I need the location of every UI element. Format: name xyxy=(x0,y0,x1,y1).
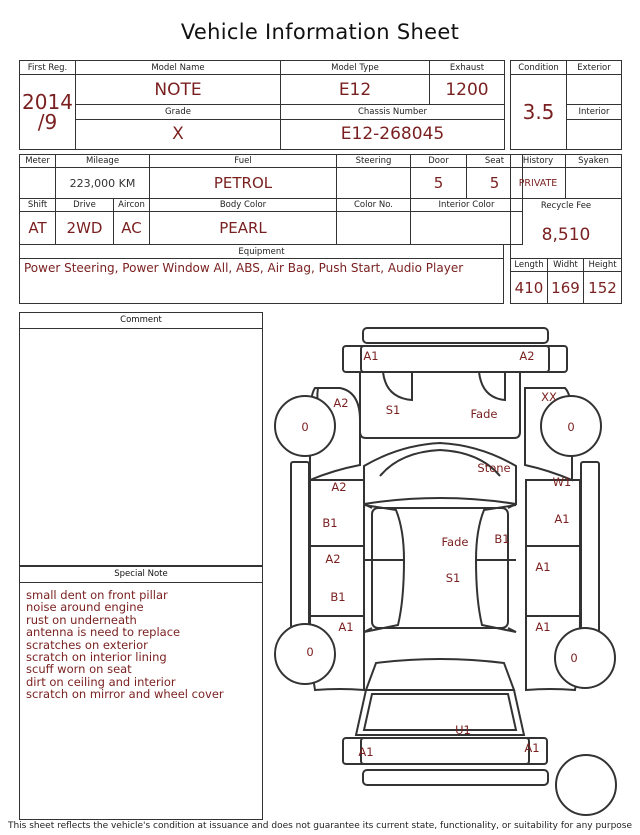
roof xyxy=(372,508,508,628)
comment-label: Comment xyxy=(20,313,262,329)
grade-value: X xyxy=(76,119,281,149)
mark-front-bumper-left: A1 xyxy=(363,349,379,363)
specs-table xyxy=(19,154,523,245)
equipment-value: Power Steering, Power Window All, ABS, Air Bag, Push Start, Audio Player xyxy=(20,259,504,304)
length-label: Length xyxy=(511,259,548,272)
right-front-door xyxy=(526,480,580,546)
door-label: Door xyxy=(411,155,467,168)
exhaust-value: 1200 xyxy=(430,75,505,105)
vehicle-info-table xyxy=(19,60,505,150)
grade-label: Grade xyxy=(76,105,281,119)
special-note-list xyxy=(20,583,262,701)
mark-front-right-fender: XX xyxy=(541,390,557,404)
exterior-value xyxy=(567,75,622,105)
width-label: Widht xyxy=(548,259,584,272)
height-label: Height xyxy=(584,259,622,272)
fuel-label: Fuel xyxy=(150,155,337,168)
mark-left-front-door: B1 xyxy=(322,516,338,530)
body-color-value: PEARL xyxy=(150,212,337,245)
mark-right-front-door-top: W1 xyxy=(552,475,572,489)
exterior-label: Exterior xyxy=(567,61,622,75)
history-value: PRIVATE xyxy=(511,168,566,199)
mark-roof-right: B1 xyxy=(494,532,510,546)
mark-roof-left: Fade xyxy=(441,535,469,549)
recycle-fee-label: Recycle Fee xyxy=(511,199,622,213)
mark-right-front-door: A1 xyxy=(554,512,570,526)
recycle-fee-value: 8,510 xyxy=(511,213,622,259)
right-rear-door xyxy=(526,546,580,616)
model-type-value: E12 xyxy=(281,75,430,105)
special-note-item: scratch on interior lining xyxy=(26,650,167,665)
special-note-item: small dent on front pillar xyxy=(26,588,168,602)
comment-panel xyxy=(19,312,263,566)
interior-color-label: Interior Color xyxy=(411,199,523,212)
mark-hood-left-edge: A2 xyxy=(333,396,349,410)
meter-label: Meter xyxy=(20,155,56,168)
syaken-value xyxy=(566,168,622,199)
mark-trunk: U1 xyxy=(455,723,471,737)
seat-value: 5 xyxy=(467,168,523,199)
mileage-label: Mileage xyxy=(56,155,150,168)
rear-bumper xyxy=(343,738,547,764)
trunk xyxy=(356,690,524,735)
condition-table xyxy=(510,60,622,150)
mark-left-front-door-top: A2 xyxy=(331,480,347,494)
tire-rear-right xyxy=(555,628,615,688)
spare-tire xyxy=(556,755,616,815)
special-note-item: rust on underneath xyxy=(26,612,137,627)
car-damage-diagram xyxy=(262,318,638,818)
rear-bumper-bar xyxy=(363,770,548,785)
mark-left-rear-door: B1 xyxy=(330,590,346,604)
mark-tire-rr: 0 xyxy=(570,651,578,665)
mark-tire-fr: 0 xyxy=(567,420,575,434)
mark-windshield: Stone xyxy=(477,461,511,475)
body-color-label: Body Color xyxy=(150,199,337,212)
condition-label: Condition xyxy=(511,61,567,75)
mark-tire-rl: 0 xyxy=(306,645,314,659)
first-reg-year: 2014 xyxy=(22,90,73,115)
special-note-panel xyxy=(19,566,263,820)
interior-value xyxy=(567,119,622,149)
fuel-value: PETROL xyxy=(150,168,337,199)
tire-rear-left xyxy=(275,624,335,684)
shift-value: AT xyxy=(20,212,56,245)
model-name-label: Model Name xyxy=(76,61,281,75)
steering-label: Steering xyxy=(337,155,411,168)
interior-color-value xyxy=(411,212,523,245)
special-note-item: scuff worn on seat xyxy=(26,662,132,677)
mark-right-rear-door: A1 xyxy=(535,560,551,574)
width-value: 169 xyxy=(548,272,584,304)
aircon-label: Aircon xyxy=(114,199,150,212)
special-note-item: noise around engine xyxy=(26,600,144,615)
first-reg-value xyxy=(20,75,76,150)
disclaimer-footer: This sheet reflects the vehicle's condition at issuance and does not guarantee its current state, functionality, or suitability for any purpose xyxy=(7,821,633,831)
shift-label: Shift xyxy=(20,199,56,212)
first-reg-month: /9 xyxy=(37,110,58,135)
mark-right-rear-fender: A1 xyxy=(535,620,551,634)
history-table xyxy=(510,154,622,304)
model-name-value: NOTE xyxy=(76,75,281,105)
hood xyxy=(360,372,520,438)
equipment-table xyxy=(19,244,504,304)
mark-rear-bumper-left: A1 xyxy=(358,745,374,759)
mark-front-bumper-right: A2 xyxy=(519,349,535,363)
interior-label: Interior xyxy=(567,105,622,119)
mark-tire-fl: 0 xyxy=(301,420,309,434)
color-no-label: Color No. xyxy=(337,199,411,212)
history-label: History xyxy=(511,155,566,168)
door-value: 5 xyxy=(411,168,467,199)
height-value: 152 xyxy=(584,272,622,304)
special-note-item: scratch on mirror and wheel cover xyxy=(26,687,224,702)
exhaust-label: Exhaust xyxy=(430,61,505,75)
chassis-value: E12-268045 xyxy=(281,119,505,149)
syaken-label: Syaken xyxy=(566,155,622,168)
first-reg-label: First Reg. xyxy=(20,61,76,75)
special-note-item: dirt on ceiling and interior xyxy=(26,674,176,689)
drive-label: Drive xyxy=(56,199,114,212)
meter-value xyxy=(20,168,56,199)
drive-value: 2WD xyxy=(56,212,114,245)
mark-rear-bumper-right: A1 xyxy=(524,741,540,755)
aircon-value: AC xyxy=(114,212,150,245)
equipment-label: Equipment xyxy=(20,245,504,259)
mark-left-rear-door-top: A2 xyxy=(325,552,341,566)
rear-window xyxy=(366,659,514,690)
mark-hood: S1 xyxy=(385,403,401,417)
special-note-item: antenna is need to replace xyxy=(26,625,181,640)
color-no-value xyxy=(337,212,411,245)
seat-label: Seat xyxy=(467,155,523,168)
mark-hood-right: Fade xyxy=(470,407,498,421)
condition-value: 3.5 xyxy=(511,75,567,150)
special-note-label: Special Note xyxy=(20,567,262,583)
chassis-label: Chassis Number xyxy=(281,105,505,119)
length-value: 410 xyxy=(511,272,548,304)
steering-value xyxy=(337,168,411,199)
special-note-item: scratches on exterior xyxy=(26,637,148,652)
page-title: Vehicle Information Sheet xyxy=(180,20,460,44)
mark-roof-center: S1 xyxy=(445,571,461,585)
front-bumper-bar xyxy=(363,328,548,343)
mileage-value: 223,000 KM xyxy=(56,168,150,199)
model-type-label: Model Type xyxy=(281,61,430,75)
mark-left-rear-fender: A1 xyxy=(338,620,354,634)
